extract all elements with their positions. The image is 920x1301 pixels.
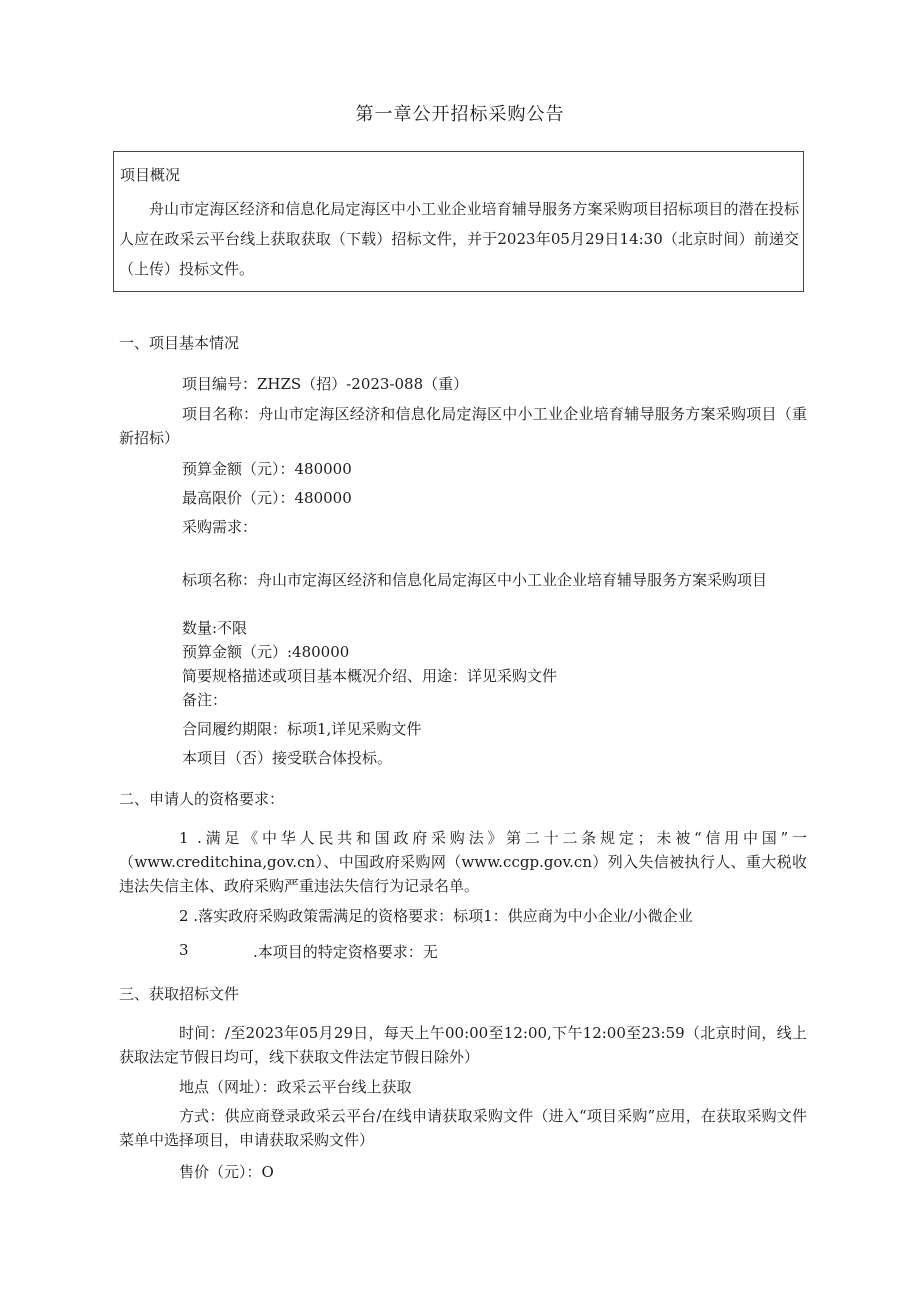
contract-period: 合同履约期限：标项1,详见采购文件 <box>182 720 422 738</box>
qualification-item-1: 1 .满足《中华人民共和国政府采购法》第二十二条规定；未被“信用中国”一（www.creditchina,gov.cn）、中国政府采购网（www.ccgp.gov.cn）列入失信被执行人、重大税收违法失信主体、政府采购严重违法失信行为记录名单。 <box>119 829 807 895</box>
consortium-note: 本项目（否）接受联合体投标。 <box>182 749 393 767</box>
section3-heading: 三、获取招标文件 <box>119 985 240 1003</box>
quantity: 数量:不限 <box>182 619 248 637</box>
acquisition-time: 时间：/至2023年05月29日，每天上午00:00至12:00,下午12:00至23:59（北京时间，线上获取法定节假日均可，线下获取文件法定节假日除外） <box>119 1024 807 1066</box>
acquisition-place: 地点（网址）：政采云平台线上获取 <box>179 1078 412 1096</box>
procurement-demand: 采购需求： <box>182 518 258 536</box>
overview-body: 舟山市定海区经济和信息化局定海区中小工业企业培育辅导服务方案采购项目招标项目的潜在投标人应在政采云平台线上获取获取（下载）招标文件，并于2023年05月29日14:30（北京时间）前递交（上传）投标文件。 <box>119 200 799 278</box>
section2-heading: 二、申请人的资格要求： <box>119 790 285 808</box>
section1-heading: 一、项目基本情况 <box>119 334 240 352</box>
project-number: 项目编号：ZHZS（招）-2023-088（重） <box>182 375 469 393</box>
page-title: 第一章公开招标采购公告 <box>355 104 565 125</box>
lot-budget: 预算金额（元）:480000 <box>182 643 350 661</box>
spec-description: 简要规格描述或项目基本概况介绍、用途：详见采购文件 <box>182 667 558 685</box>
overview-box <box>113 151 804 292</box>
project-name: 项目名称：舟山市定海区经济和信息化局定海区中小工业企业培育辅导服务方案采购项目（重新招标） <box>119 405 807 447</box>
qualification-item-3-number: 3 <box>179 941 189 959</box>
overview-heading: 项目概况 <box>120 166 181 184</box>
document-price: 售价（元）：O <box>179 1163 274 1181</box>
acquisition-method: 方式：供应商登录政采云平台/在线申请获取采购文件（进入“项目采购”应用，在获取采购文件菜单中选择项目，申请获取采购文件） <box>119 1107 807 1149</box>
max-price: 最高限价（元）：480000 <box>182 489 352 507</box>
qualification-item-3-text: .本项目的特定资格要求：无 <box>253 943 438 961</box>
budget-amount: 预算金额（元）：480000 <box>182 460 352 478</box>
remark: 备注： <box>182 691 228 709</box>
qualification-item-2: 2 .落实政府采购政策需满足的资格要求：标项1：供应商为中小企业/小微企业 <box>179 907 693 925</box>
lot-name: 标项名称：舟山市定海区经济和信息化局定海区中小工业企业培育辅导服务方案采购项目 <box>182 571 768 589</box>
